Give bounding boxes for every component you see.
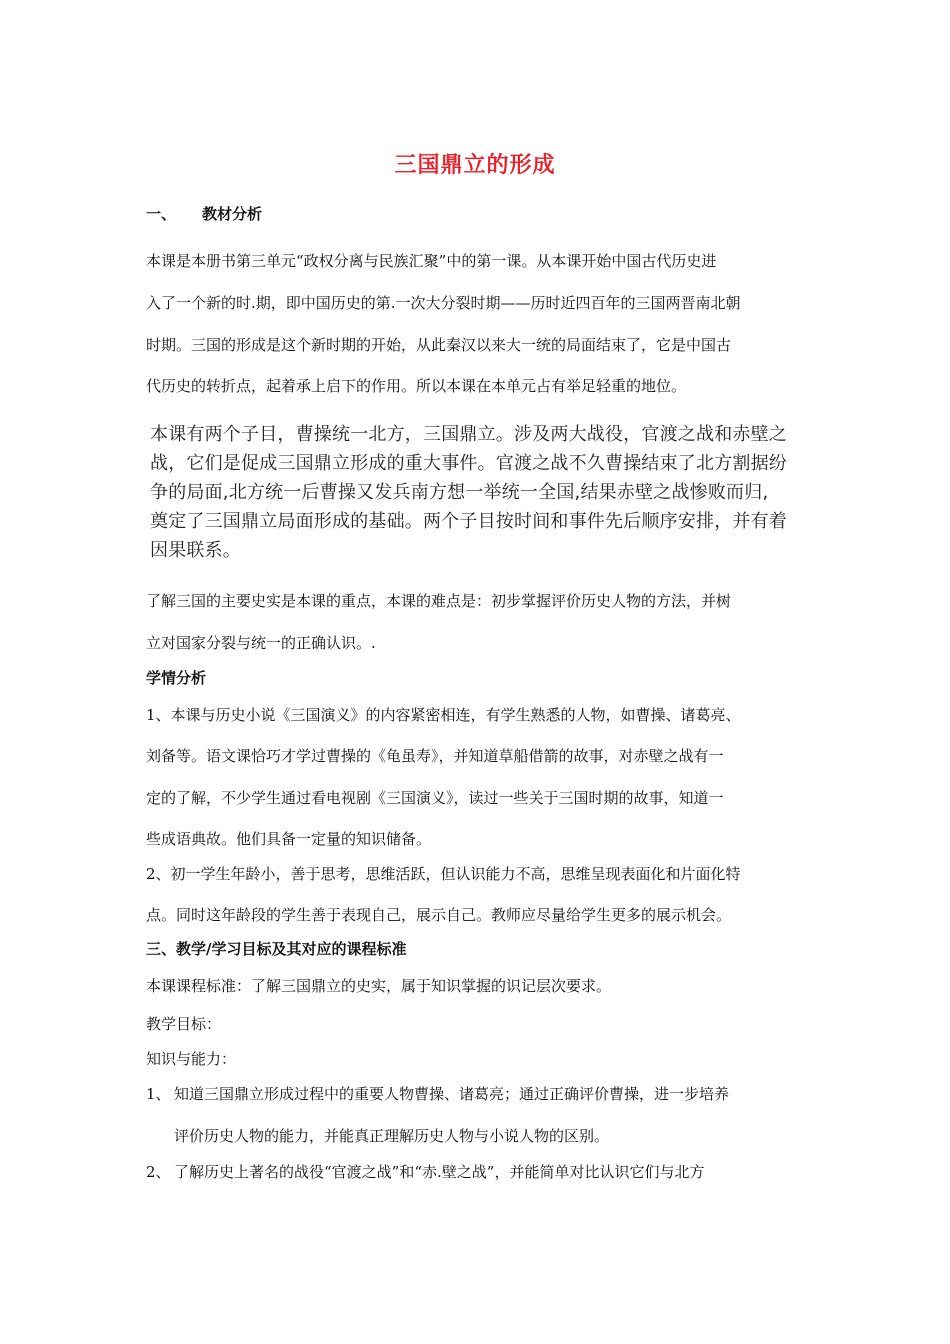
goal-label: 教学目标： <box>146 1015 222 1033</box>
paragraph-line: 本课是本册书第三单元“政权分离与民族汇聚”中的第一课。从本课开始中国古代历史进 <box>146 252 717 270</box>
list-text: 知道三国鼎立形成过程中的重要人物曹操、诸葛亮；通过正确评价曹操，进一步培养 <box>174 1085 730 1103</box>
section-title: 教材分析 <box>202 205 263 223</box>
section-heading-2: 学情分析 <box>146 669 207 687</box>
paragraph-line: 些成语典故。他们具备一定量的知识储备。 <box>146 830 432 848</box>
list-text: 了解历史上著名的战役“官渡之战”和“赤.壁之战”，并能简单对比认识它们与北方 <box>174 1163 705 1181</box>
section-heading-1 <box>146 203 262 224</box>
paragraph-line: 立对国家分裂与统一的正确认识。. <box>146 634 376 652</box>
list-item-2 <box>146 1161 704 1182</box>
embedded-line: 争的局面,北方统一后曹操又发兵南方想一举统一全国,结果赤壁之战惨败而归, <box>150 482 769 503</box>
paragraph-line: 点。同时这年龄段的学生善于表现自己，展示自己。教师应尽量给学生更多的展示机会。 <box>146 906 732 924</box>
list-item-1-continued: 评价历史人物的能力，并能真正理解历史人物与小说人物的区别。 <box>174 1127 610 1145</box>
standard-text: 本课课程标准：了解三国鼎立的史实，属于知识掌握的识记层次要求。 <box>146 977 612 995</box>
embedded-line: 因果联系。 <box>150 540 241 561</box>
paragraph-line: 1、本课与历史小说《三国演义》的内容紧密相连，有学生熟悉的人物，如曹操、诸葛亮、 <box>146 706 741 724</box>
embedded-line: 本课有两个子目，曹操统一北方，三国鼎立。涉及两大战役，官渡之战和赤壁之 <box>150 424 787 445</box>
page-title: 三国鼎立的形成 <box>394 152 556 178</box>
paragraph-line: 定的了解，不少学生通过看电视剧《三国演义》，读过一些关于三国时期的故事，知道一 <box>146 789 724 807</box>
section-number: 一、 <box>146 205 177 223</box>
section-heading-3: 三、教学/学习目标及其对应的课程标准 <box>146 940 407 958</box>
list-number: 2、 <box>146 1163 171 1181</box>
paragraph-line: 入了一个新的时.期，即中国历史的第.一次大分裂时期——历时近四百年的三国两晋南北朝 <box>146 294 741 312</box>
paragraph-line: 时期。三国的形成是这个新时期的开始，从此秦汉以来大一统的局面结束了，它是中国古 <box>146 336 732 354</box>
paragraph-line: 刘备等。语文课恰巧才学过曹操的《龟虽寿》，并知道草船借箭的故事，对赤壁之战有一 <box>146 747 724 765</box>
paragraph-line: 2、初一学生年龄小，善于思考，思维活跃，但认识能力不高，思维呈现表面化和片面化特 <box>146 865 741 883</box>
embedded-text-image <box>150 420 825 565</box>
list-number: 1、 <box>146 1085 171 1103</box>
knowledge-label: 知识与能力： <box>146 1050 237 1068</box>
embedded-line: 奠定了三国鼎立局面形成的基础。两个子目按时间和事件先后顺序安排，并有着 <box>150 511 787 532</box>
embedded-line: 战，它们是促成三国鼎立形成的重大事件。官渡之战不久曹操结束了北方割据纷 <box>150 453 787 474</box>
paragraph-line: 代历史的转折点，起着承上启下的作用。所以本课在本单元占有举足轻重的地位。 <box>146 377 687 395</box>
list-item-1 <box>146 1083 729 1104</box>
paragraph-line: 了解三国的主要史实是本课的重点，本课的难点是：初步掌握评价历史人物的方法，并树 <box>146 592 732 610</box>
